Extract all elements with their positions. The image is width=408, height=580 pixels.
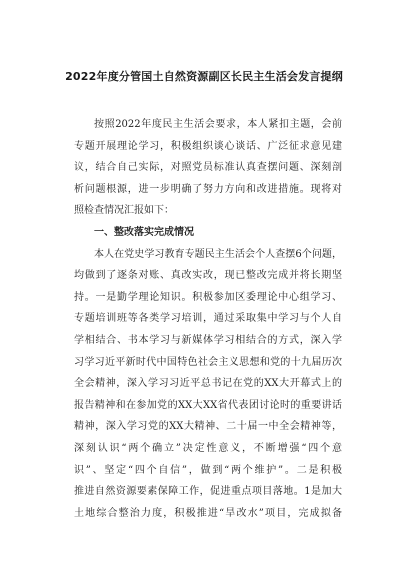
paragraph-line: 析问题根源，进一步明确了努力方向和改进措施。现将对	[74, 183, 342, 195]
paragraph-line: 推进自然资源要素保障工作，促进重点项目落地。1是加大	[74, 486, 342, 498]
paragraph-line: 议，结合自己实际，对照党员标准认真查摆问题、深刻剖	[74, 162, 342, 174]
paragraph-line: 专题开展理论学习，积极组织谈心谈话、广泛征求意见建	[74, 140, 342, 152]
document-body	[74, 114, 342, 524]
paragraph-line: 照检查情况汇报如下：	[74, 205, 174, 217]
paragraph-line: 全会精神，深入学习习近平总书记在党的XX大开幕式上的	[74, 378, 342, 390]
document-title: 2022年度分管国土自然资源副区长民主生活会发言提纲	[65, 70, 343, 83]
paragraph-line: 土地综合整治力度，积极推进“旱改水”项目，完成拟备	[74, 507, 342, 519]
paragraph-line: 学相结合、书本学习与新媒体学习相结合的方式，深入学	[74, 334, 342, 346]
paragraph-line: 本人在党史学习教育专题民主生活会个人查摆6个问题，	[94, 248, 342, 260]
paragraph-line: 按照2022年度民主生活会要求，本人紧扣主题，会前	[94, 119, 342, 130]
paragraph-line: 均做到了逐条对账、真改实改，现已整改完成并将长期坚	[74, 270, 342, 282]
paragraph-line: 专题培训班等各类学习培训，通过采取集中学习与个人自	[74, 313, 342, 325]
paragraph-line: 深刻认识“两个确立”决定性意义，不断增强“四个意	[74, 442, 342, 454]
paragraph-line: 报告精神和在参加党的XX大XX省代表团讨论时的重要讲话	[74, 399, 342, 411]
section-heading: 一、整改落实完成情况	[94, 226, 194, 238]
paragraph-line: 习学习近平新时代中国特色社会主义思想和党的十九届历次	[74, 356, 342, 368]
paragraph-line: 持。一是勤学理论知识。积极参加区委理论中心组学习、	[74, 291, 342, 303]
paragraph-line: 精神，深入学习党的XX大精神、二十届一中全会精神等，	[74, 421, 342, 433]
paragraph-line: 识”、坚定“四个自信”，做到“两个维护”。二是积极	[74, 464, 342, 476]
